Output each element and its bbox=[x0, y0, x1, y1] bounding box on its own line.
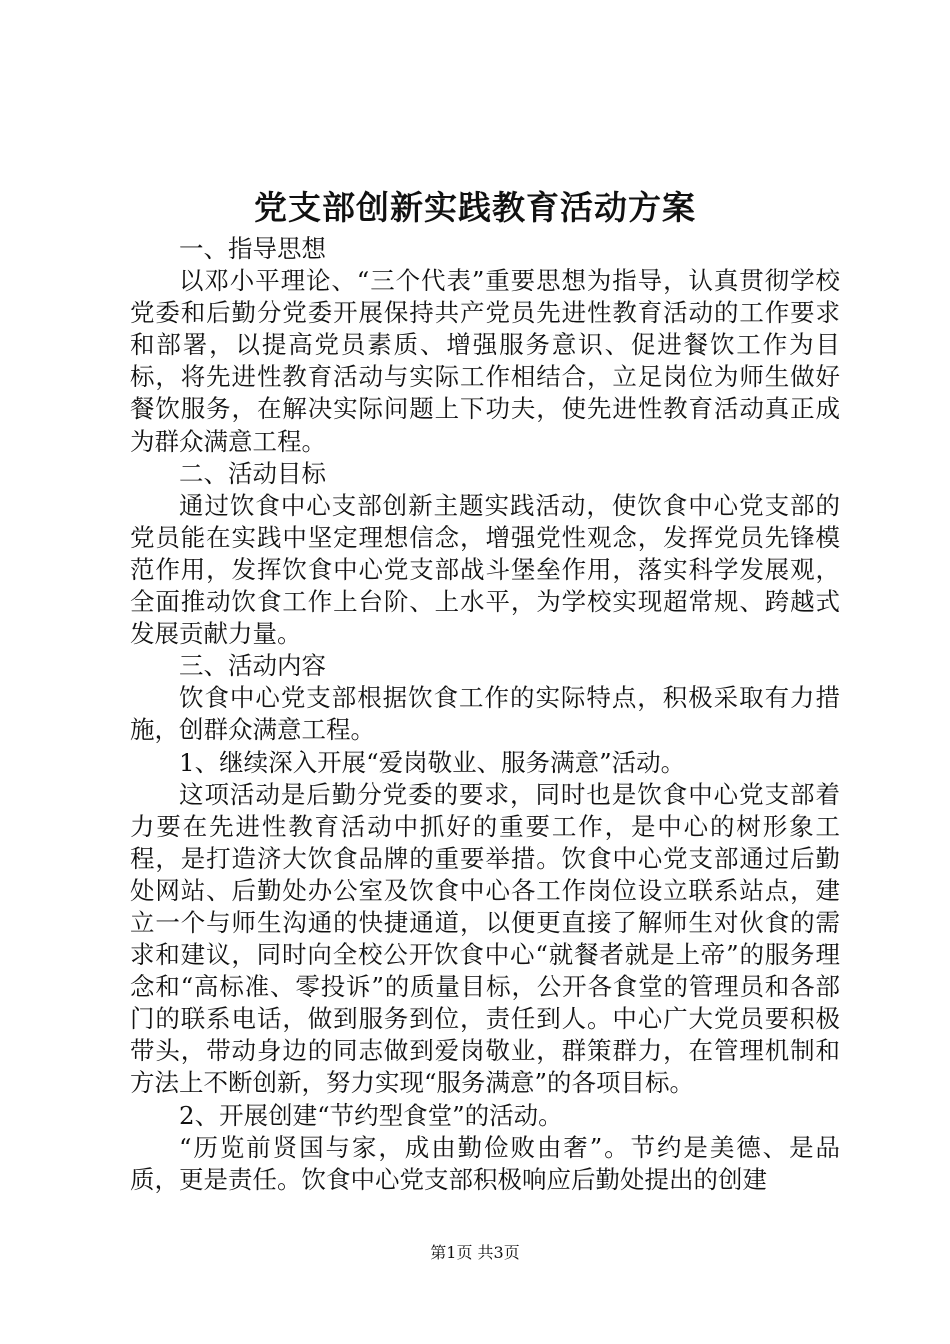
heading-guiding-ideology: 一、指导思想 bbox=[179, 234, 326, 263]
paragraph-item-2: “历览前贤国与家，成由勤俭败由奢”。节约是美德、是品质，更是责任。饮食中心党支部积极响应后勤处提出的创建 bbox=[130, 1132, 840, 1194]
page-footer: 第1页 共3页 bbox=[430, 1243, 520, 1262]
heading-activity-content: 三、活动内容 bbox=[179, 651, 326, 681]
paragraph-activity-goals: 通过饮食中心支部创新主题实践活动，使饮食中心党支部的党员能在实践中坚定理想信念，增强党性观念，发挥党员先锋模范作用，发挥饮食中心党支部战斗堡垒作用，落实科学发展观，全面推动饮食工作上台阶、上水平，为学校实现超常规、跨越式发展贡献力量。 bbox=[130, 490, 840, 649]
paragraph-guiding-ideology: 以邓小平理论、“三个代表”重要思想为指导，认真贯彻学校党委和后勤分党委开展保持共产党员先进性教育活动的工作要求和部署，以提高党员素质、增强服务意识、促进餐饮工作为目标，将先进性教育活动与实际工作相结合，立足岗位为师生做好餐饮服务，在解决实际问题上下功夫，使先进性教育活动真正成为群众满意工程。 bbox=[130, 266, 840, 456]
subheading-item-2: 2、开展创建“节约型食堂”的活动。 bbox=[179, 1100, 563, 1130]
document-title: 党支部创新实践教育活动方案 bbox=[254, 188, 696, 227]
heading-activity-goals: 二、活动目标 bbox=[179, 458, 326, 488]
paragraph-activity-content: 饮食中心党支部根据饮食工作的实际特点，积极采取有力措施，创群众满意工程。 bbox=[130, 683, 840, 745]
document-body bbox=[130, 233, 840, 1196]
paragraph-item-1: 这项活动是后勤分党委的要求，同时也是饮食中心党支部着力要在先进性教育活动中抓好的重要工作，是中心的树形象工程，是打造济大饮食品牌的重要举措。饮食中心党支部通过后勤处网站、后勤处办公室及饮食中心各工作岗位设立联系站点，建立一个与师生沟通的快捷通道，以便更直接了解师生对伙食的需求和建议，同时向全校公开饮食中心“就餐者就是上帝”的服务理念和“高标准、零投诉”的质量目标，公开各食堂的管理员和各部门的联系电话，做到服务到位，责任到人。中心广大党员要积极带头，带动身边的同志做到爱岗敬业，群策群力，在管理机制和方法上不断创新，努力实现“服务满意”的各项目标。 bbox=[130, 779, 840, 1098]
subheading-item-1: 1、继续深入开展“爱岗敬业、服务满意”活动。 bbox=[179, 747, 686, 777]
